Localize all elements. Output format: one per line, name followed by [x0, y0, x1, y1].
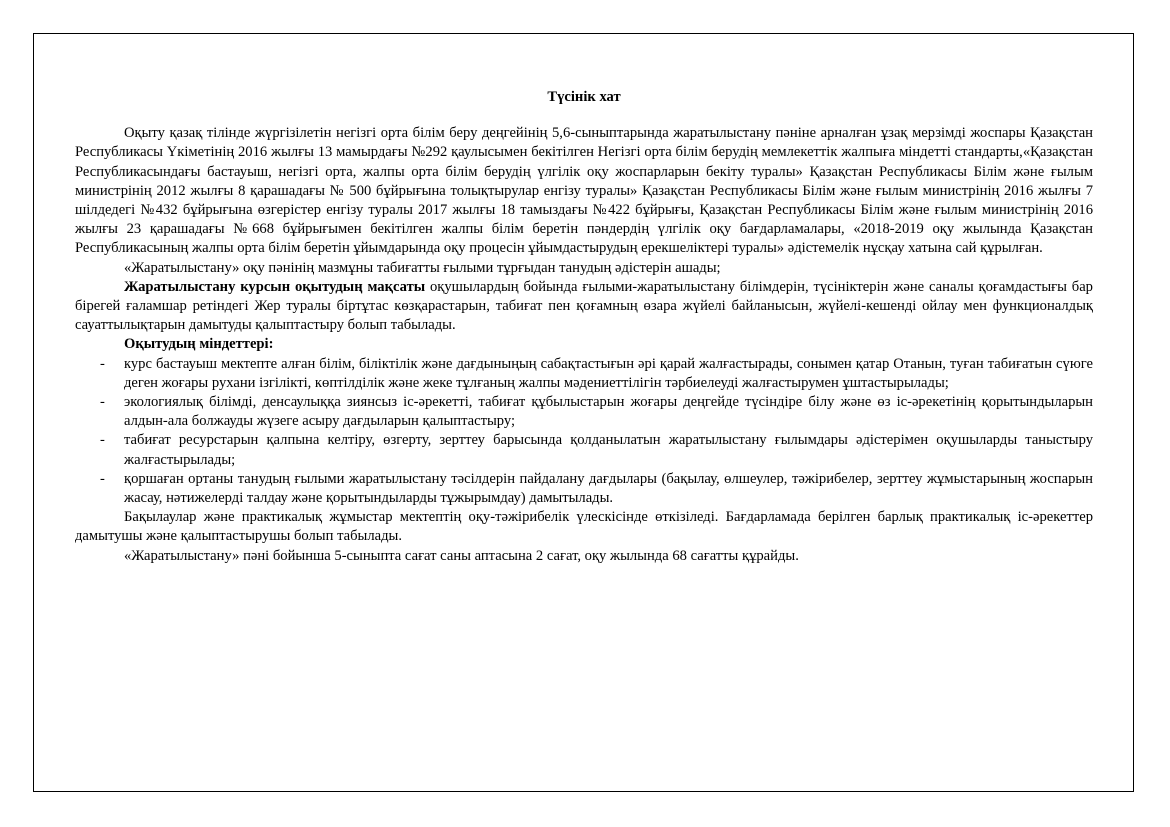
- list-bullet: -: [100, 470, 105, 487]
- document-title: Түсінік хат: [547, 89, 621, 105]
- practical-work-paragraph: Бақылаулар және практикалық жұмыстар мектептің оқу-тәжірибелік үлескісінде өткізіледі. Бағдарламада берілген барлық практикалық іс-әрекеттер дамытушы және қалыптастырушы болып табылады.: [75, 509, 1093, 545]
- list-item: [75, 431, 1093, 469]
- list-bullet: -: [100, 394, 105, 411]
- intro-paragraph: Оқыту қазақ тілінде жүргізілетін негізгі орта білім беру деңгейінің 5,6-сыныптарында жаратылыстану пәніне арналған ұзақ мерзімді жоспары Қазақстан Республикасы Үкіметінің 2016 жылғы 13 мамырдағы №292 қаулысымен бекітілген Негізгі орта білім берудің мемлекеттік жалпыға міндетті стандарты,«Қазақстан Республикасындағы бастауыш, негізгі орта, жалпы орта білім берудің үлгілік оқу жоспарларын бекіту туралы» Қазақстан Республикасы Білім және ғылым министрінің 2012 жылғы 8 қарашадағы № 500 бұйрығына толықтырулар енгізу туралы» Қазақстан Республикасы Білім және ғылым министрінің 2016 жылғы 7 шілдедегі №432 бұйрығына өзгерістер енгізу туралы 2017 жылғы 18 тамыздағы №422 бұйрығы, Қазақстан Республикасы Білім және ғылым министрінің 2016 жылғы 23 қарашадағы №668 бұйрығымен бекітілген жалпы білім беретін пәндердің үлгілік оқу бағдарламалары, «2018-2019 оқу жылында Қазақстан Республикасының жалпы орта білім беретін ұйымдарында оқу процесін ұйымдастырудың ерекшеліктері туралы» әдістемелік нұсқау хатына сай құрылған.: [75, 125, 1093, 257]
- list-item-text: курс бастауыш мектепте алған білім, біліктілік және дағдыныңың сабақтастығын әрі қарай жалғастырады, сонымен қатар Отанын, туған табиғатын сүюге деген жоғары рухани ізгілікті, көптілділік және жеке тұлғаның жалпы мәдениеттілігін тәрбиелеуді жалғастырумен ұштастырылады;: [124, 355, 1093, 391]
- list-item: [75, 470, 1093, 508]
- goal-label: Жаратылыстану курсын оқытудың мақсаты: [124, 278, 426, 295]
- hours-paragraph: «Жаратылыстану» пәні бойынша 5-сыныпта сағат саны аптасына 2 сағат, оқу жылында 68 сағатты құрайды.: [124, 547, 799, 564]
- list-item-text: экологиялық білімді, денсаулыққа зиянсыз іс-әрекетті, табиғат құбылыстарын жоғары деңгейде түсіндіре білу және өз іс-әрекетінің қорытындыларын алдын-ала болжауды жүзеге асыру дағдыларын қалыптастыру;: [124, 394, 1093, 430]
- list-item: [75, 355, 1093, 393]
- list-bullet: -: [100, 355, 105, 372]
- tasks-list: [75, 355, 1093, 509]
- tasks-heading: Оқытудың міндеттері:: [124, 336, 274, 353]
- list-item-text: табиғат ресурстарын қалпына келтіру, өзгерту, зерттеу барысында қолданылатын жаратылыстану ғылымдары әдістерімен оқушыларды таныстыру жалғастырылады;: [124, 432, 1093, 468]
- list-item: [75, 393, 1093, 431]
- subject-content-paragraph: «Жаратылыстану» оқу пәнінің мазмұны табиғатты ғылыми тұрғыдан танудың әдістерін ашады;: [124, 259, 721, 276]
- list-bullet: -: [100, 432, 105, 449]
- document-body: [75, 88, 1093, 566]
- list-item-text: қоршаған ортаны танудың ғылыми жаратылыстану тәсілдерін пайдалану дағдылары (бақылау, өлшеулер, тәжірибелер, зерттеу жұмыстарының жоспарын жасау, нәтижелерді талдау және қорытындыларды тұжырымдау) дамытылады.: [124, 470, 1093, 507]
- goal-paragraph: [75, 278, 1093, 336]
- goal-text: оқушылардың бойында ғылыми-жаратылыстану білімдерін, түсініктерін және саналы қоғамдастығы бар бірегей ғаламшар ретіндегі Жер туралы біртұтас көзқарастарын, табиғат пен қоғамның өзара жүйелі байланысын, жүйелі-кешенді ойлау мен функционалдық сауаттылықтарын дамытуды қалыптастыру болып табылады.: [75, 278, 1093, 334]
